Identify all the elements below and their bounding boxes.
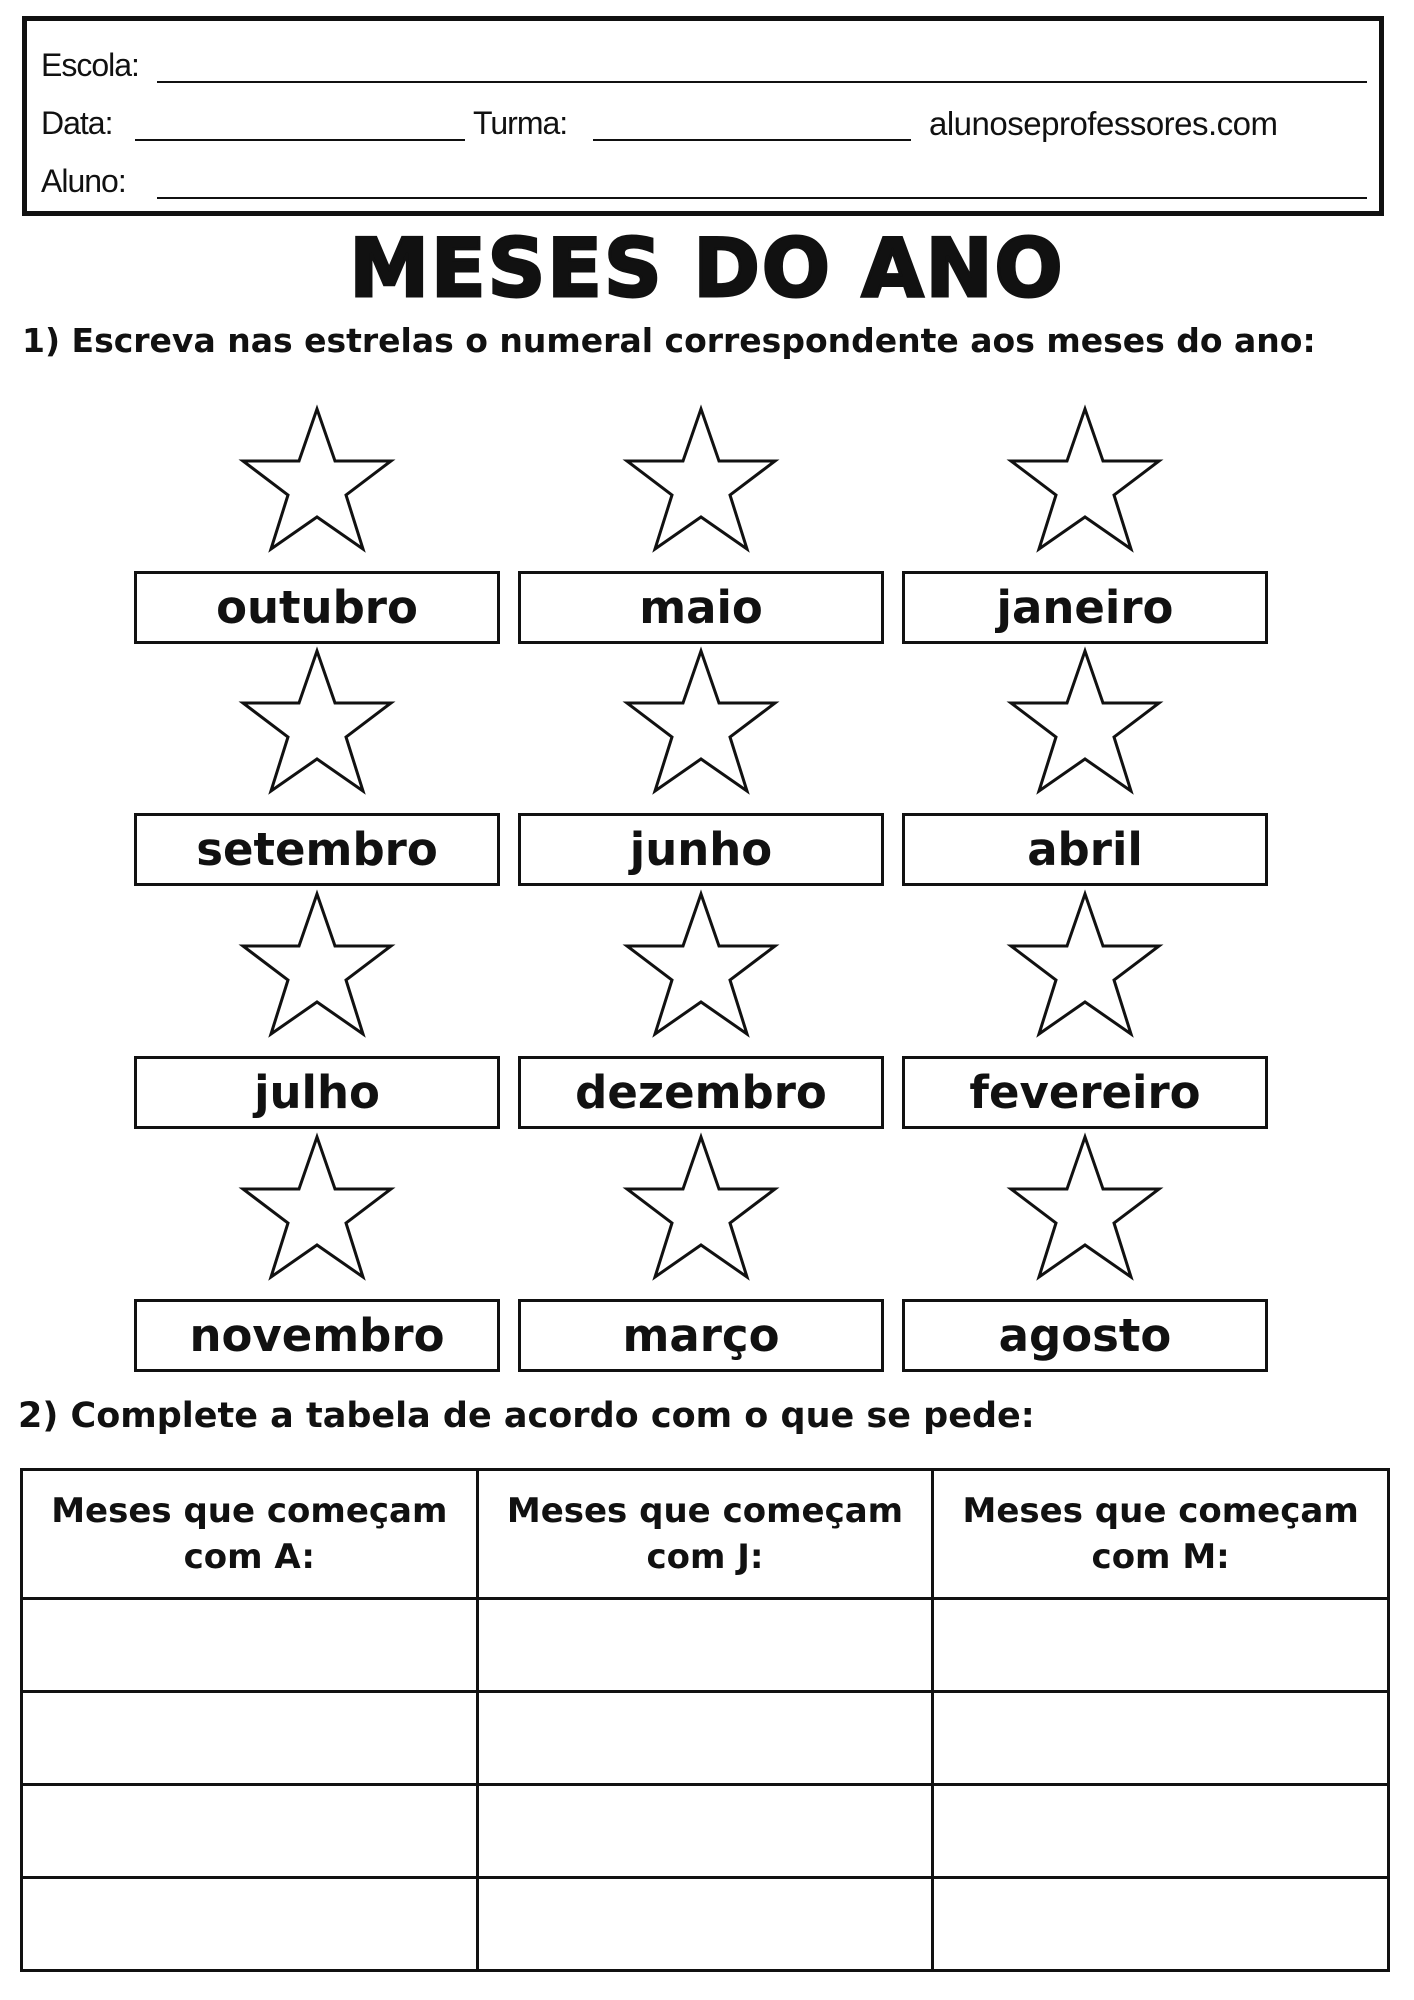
school-label: Escola: xyxy=(41,47,139,83)
table-header-row xyxy=(22,1470,1389,1599)
star-icon[interactable] xyxy=(1005,403,1165,558)
table-cell[interactable] xyxy=(933,1785,1389,1878)
star-icon[interactable] xyxy=(1005,888,1165,1043)
star-icon[interactable] xyxy=(1005,645,1165,800)
star-icon[interactable] xyxy=(237,888,397,1043)
table-row xyxy=(22,1878,1389,1971)
date-field[interactable] xyxy=(135,139,465,141)
header-cell-m xyxy=(933,1470,1389,1599)
question-1-text: 1) Escreva nas estrelas o numeral correspondente aos meses do ano: xyxy=(22,321,1316,360)
month-box-0-0: outubro xyxy=(134,571,500,644)
table-cell[interactable] xyxy=(477,1599,933,1692)
table-cell[interactable] xyxy=(933,1878,1389,1971)
header-j-line2: com J: xyxy=(646,1537,764,1577)
table-cell[interactable] xyxy=(477,1785,933,1878)
table-cell[interactable] xyxy=(933,1599,1389,1692)
month-box-3-0: novembro xyxy=(134,1299,500,1372)
page-title: MESES DO ANO xyxy=(349,222,1065,315)
month-box-1-1: junho xyxy=(518,813,884,886)
table-cell[interactable] xyxy=(477,1878,933,1971)
star-icon[interactable] xyxy=(237,1131,397,1286)
table-cell[interactable] xyxy=(22,1599,478,1692)
star-icon[interactable] xyxy=(621,1131,781,1286)
table-row xyxy=(22,1785,1389,1878)
month-box-2-2: fevereiro xyxy=(902,1056,1268,1129)
table-cell[interactable] xyxy=(22,1878,478,1971)
header-m-line2: com M: xyxy=(1091,1537,1230,1577)
month-box-1-0: setembro xyxy=(134,813,500,886)
star-icon[interactable] xyxy=(621,888,781,1043)
month-box-0-1: maio xyxy=(518,571,884,644)
table-row xyxy=(22,1599,1389,1692)
header-m-line1: Meses que começam xyxy=(962,1491,1359,1531)
header-box xyxy=(22,16,1384,216)
month-box-2-0: julho xyxy=(134,1056,500,1129)
class-label: Turma: xyxy=(473,105,568,141)
star-icon[interactable] xyxy=(1005,1131,1165,1286)
star-icon[interactable] xyxy=(621,645,781,800)
month-box-1-2: abril xyxy=(902,813,1268,886)
student-label: Aluno: xyxy=(41,163,126,199)
table-cell[interactable] xyxy=(933,1692,1389,1785)
date-label: Data: xyxy=(41,105,113,141)
star-icon[interactable] xyxy=(237,645,397,800)
class-field[interactable] xyxy=(593,139,911,141)
star-icon[interactable] xyxy=(237,403,397,558)
header-a-line2: com A: xyxy=(183,1537,315,1577)
header-cell-j xyxy=(477,1470,933,1599)
website-text: alunoseprofessores.com xyxy=(929,105,1278,142)
month-box-2-1: dezembro xyxy=(518,1056,884,1129)
star-icon[interactable] xyxy=(621,403,781,558)
header-cell-a xyxy=(22,1470,478,1599)
month-box-0-2: janeiro xyxy=(902,571,1268,644)
header-j-line1: Meses que começam xyxy=(506,1491,904,1531)
table-cell[interactable] xyxy=(477,1692,933,1785)
question-2-text: 2) Complete a tabela de acordo com o que se pede: xyxy=(18,1396,1035,1436)
months-table xyxy=(20,1468,1390,1972)
month-box-3-1: março xyxy=(518,1299,884,1372)
header-a-line1: Meses que começam xyxy=(51,1491,448,1531)
table-cell[interactable] xyxy=(22,1785,478,1878)
table-cell[interactable] xyxy=(22,1692,478,1785)
student-field[interactable] xyxy=(157,197,1367,199)
school-field[interactable] xyxy=(157,81,1367,83)
table-row xyxy=(22,1692,1389,1785)
month-box-3-2: agosto xyxy=(902,1299,1268,1372)
